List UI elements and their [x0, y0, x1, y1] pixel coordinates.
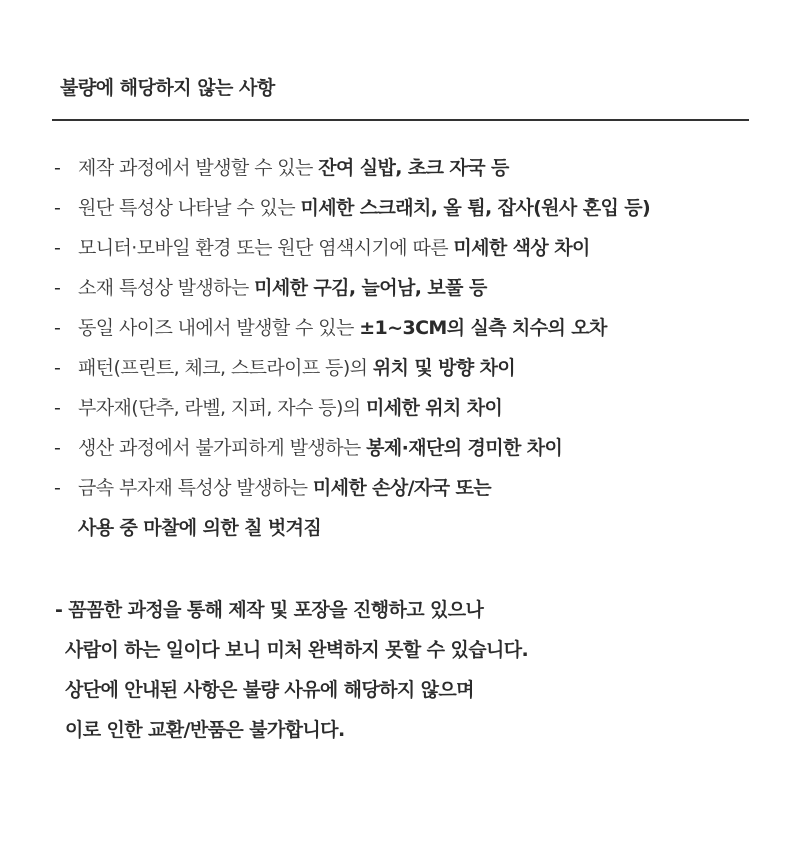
item-text: 동일 사이즈 내에서 발생할 수 있는	[78, 317, 360, 339]
notice-line: 상단에 안내된 사항은 불량 사유에 해당하지 않으며	[65, 679, 474, 701]
item-highlight: 봉제·재단의 경미한 차이	[366, 437, 563, 459]
item-text: 제작 과정에서 발생할 수 있는	[78, 157, 319, 179]
notice-line: 이로 인한 교환/반품은 불가합니다.	[65, 719, 345, 741]
item-highlight: 미세한 색상 차이	[453, 237, 590, 259]
bullet-dash: -	[54, 157, 61, 179]
bullet-dash: -	[54, 477, 61, 499]
item-text: 생산 과정에서 불가피하게 발생하는	[78, 437, 367, 459]
item-highlight-continued: 사용 중 마찰에 의한 칠 벗겨짐	[78, 517, 322, 539]
title-divider	[52, 119, 749, 121]
list-item	[54, 188, 754, 228]
item-text: 소재 특성상 발생하는	[78, 277, 255, 299]
bullet-dash: -	[54, 277, 61, 299]
notice-line: - 꼼꼼한 과정을 통해 제작 및 포장을 진행하고 있으나	[55, 599, 484, 621]
item-text: 모니터·모바일 환경 또는 원단 염색시기에 따른	[78, 237, 454, 259]
item-highlight: 잔여 실밥, 초크 자국 등	[318, 157, 509, 179]
item-text: 금속 부자재 특성상 발생하는	[78, 477, 313, 499]
item-text: 패턴(프린트, 체크, 스트라이프 등)의	[78, 357, 373, 379]
bullet-dash: -	[54, 437, 61, 459]
bullet-dash: -	[54, 237, 61, 259]
bullet-dash: -	[54, 317, 61, 339]
bullet-dash: -	[54, 357, 61, 379]
item-highlight: 미세한 구김, 늘어남, 보풀 등	[254, 277, 487, 299]
item-text: 부자재(단추, 라벨, 지퍼, 자수 등)의	[78, 397, 366, 419]
page-title: 불량에 해당하지 않는 사항	[60, 77, 275, 99]
list-item	[54, 308, 754, 348]
bullet-dash: -	[54, 197, 61, 219]
list-item	[54, 148, 754, 188]
exclusion-list	[54, 148, 754, 548]
item-highlight: ±1~3CM의 실측 치수의 오차	[359, 317, 607, 339]
bullet-dash: -	[54, 397, 61, 419]
notice-line: 사람이 하는 일이다 보니 미처 완벽하지 못할 수 있습니다.	[65, 639, 529, 661]
item-highlight: 미세한 손상/자국 또는	[312, 477, 491, 499]
item-highlight: 미세한 위치 차이	[365, 397, 503, 419]
notice-paragraph	[55, 590, 755, 750]
list-item	[54, 468, 754, 548]
list-item	[54, 388, 754, 428]
list-item	[54, 268, 754, 308]
item-text: 원단 특성상 나타날 수 있는	[78, 197, 301, 219]
list-item	[54, 348, 754, 388]
item-highlight: 미세한 스크래치, 올 튐, 잡사(원사 혼입 등)	[300, 197, 651, 219]
list-item	[54, 428, 754, 468]
item-highlight: 위치 및 방향 차이	[372, 357, 516, 379]
list-item	[54, 228, 754, 268]
